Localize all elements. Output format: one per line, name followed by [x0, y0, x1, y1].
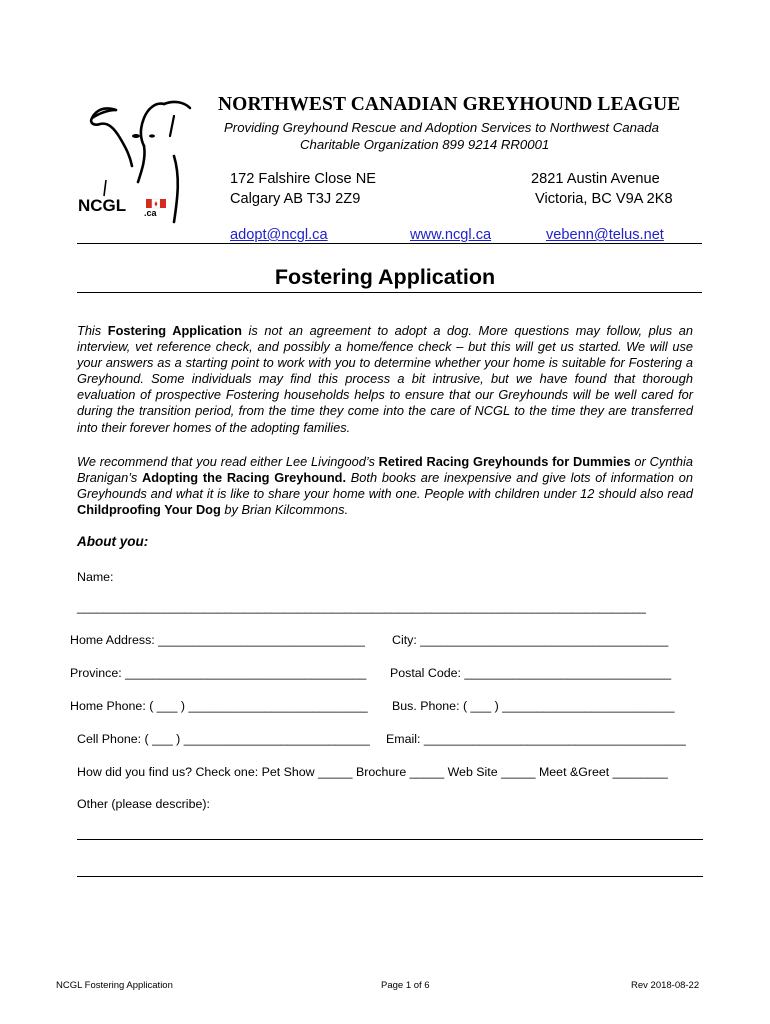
other-line-2[interactable] [77, 876, 703, 877]
city-field[interactable]: City: ____________________________________ [392, 633, 669, 647]
footer-page-number: Page 1 of 6 [381, 980, 430, 991]
left-address-line1: 172 Falshire Close NE [230, 171, 377, 187]
tagline: Providing Greyhound Rescue and Adoption Services to Northwest Canada [224, 120, 659, 135]
home-phone-field[interactable]: Home Phone: ( ___ ) __________________________ [70, 699, 368, 713]
left-address-line2: Calgary AB T3J 2Z9 [230, 191, 361, 207]
right-address-line1: 2821 Austin Avenue [531, 171, 660, 187]
charitable-number: Charitable Organization 899 9214 RR0001 [300, 137, 550, 152]
logo-text: NCGL [78, 196, 127, 215]
name-field[interactable]: _____________________________________________________________________________________ [77, 600, 646, 614]
email-field[interactable]: Email: ______________________________________ [386, 732, 686, 746]
other-line-1[interactable] [77, 839, 703, 840]
footer-doc-name: NCGL Fostering Application [56, 980, 173, 991]
home-address-field[interactable]: Home Address: ______________________________ [70, 633, 365, 647]
footer-revision: Rev 2018-08-22 [631, 980, 700, 991]
right-address-line2: Victoria, BC V9A 2K8 [535, 191, 673, 207]
title-divider [77, 292, 702, 293]
postal-code-field[interactable]: Postal Code: ______________________________ [390, 666, 672, 680]
cell-phone-field[interactable]: Cell Phone: ( ___ ) ___________________________ [77, 732, 370, 746]
logo-suffix: .ca [144, 208, 157, 218]
intro-paragraph-1: This Fostering Application is not an agreement to adopt a dog. More questions may follow, plus an interview, vet reference check, and possibly a home/fence check – but this will get us started. We will use your answers as a starting point to work with you to determine whether your home is suitable for Fostering a Greyhound. Some individuals may find this process a bit intrusive, but we have found that thorough evaluation of prospective Fostering households helps to ensure that our Greyhounds will be well cared for during the transition period, from the time they come into the care of NCGL to the time they are transferred into their forever homes of the adopting families. [77, 323, 693, 435]
page-title: Fostering Application [274, 265, 496, 289]
ncgl-logo [70, 96, 198, 228]
header-divider [77, 243, 702, 244]
email-link-vebenn[interactable]: vebenn@telus.net [546, 227, 664, 243]
email-link-adopt[interactable]: adopt@ncgl.ca [230, 227, 328, 243]
website-link[interactable]: www.ncgl.ca [410, 227, 492, 243]
bus-phone-field[interactable]: Bus. Phone: ( ___ ) _________________________ [392, 699, 675, 713]
section-heading-about-you: About you: [77, 534, 149, 549]
intro-paragraph-2: We recommend that you read either Lee Livingood’s Retired Racing Greyhounds for Dummies or Cynthia Branigan’s Adopting the Racing Greyhound. Both books are inexpensive and give lots of information on Greyhounds and what it is like to share your home with one. People with children under 12 should also read Childproofing Your Dog by Brian Kilcommons. [77, 454, 693, 518]
province-field[interactable]: Province: ___________________________________ [70, 666, 367, 680]
name-label: Name: [77, 570, 114, 584]
org-name: NORTHWEST CANADIAN GREYHOUND LEAGUE [218, 94, 681, 115]
find-us-checklist[interactable]: How did you find us? Check one: Pet Show _____ Brochure _____ Web Site _____ Meet &Greet ________ [77, 765, 668, 779]
other-label: Other (please describe): [77, 797, 210, 811]
